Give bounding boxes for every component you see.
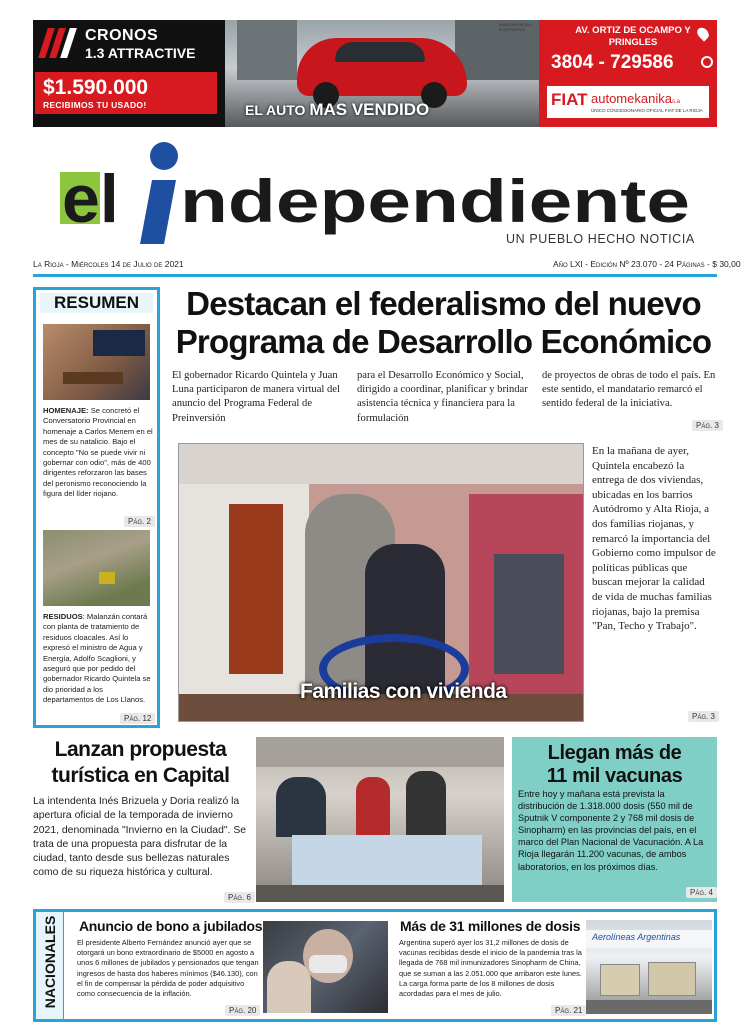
header-rule — [33, 274, 717, 277]
tourism-headline[interactable] — [33, 737, 248, 789]
ad-price: $1.590.000 — [43, 76, 149, 99]
ad-trade: RECIBIMOS TU USADO! — [43, 100, 147, 110]
vaccines-headline — [512, 742, 717, 788]
ad-phone: 3804 - 729586 — [551, 52, 674, 73]
ad-dealer-note: ÚNICO CONCESIONARIO OFICIAL FIAT DE LA RIOJA — [591, 108, 703, 113]
housing-story-text: En la mañana de ayer, Quintela encabezó la entrega de dos viviendas, ubicadas en los barrios Autódromo y Alta Rioja, a dos familias riojanas, y remarcó la importancia del Gobierno como impulsor de políticas públicas que buscan mejorar la calidad de vida de muchas familias riojanas, bajo la premisa "Pan, Techo y Trabajo". — [592, 445, 716, 633]
ad-dealer-logo-box — [547, 86, 709, 118]
masthead[interactable] — [60, 136, 700, 252]
main-page: Pág. 3 — [692, 420, 723, 431]
nacionales-label: NACIONALES — [42, 915, 58, 1009]
main-headline-line-2: Programa de Desarrollo Económico — [175, 323, 712, 360]
tourism-text: La intendenta Inés Brizuela y Doria realizó la apertura oficial de la temporada de invierno 2021, denominada "Invierno en la Ciudad". Se trata de una propuesta para disfrutar de la ciudad, tanto desde sus bellezas naturales como de su riqueza histórica y cultural. — [33, 796, 247, 879]
nacionales-story-2-page: Pág. 21 — [551, 1005, 586, 1016]
president-photo — [263, 921, 388, 1013]
nacionales-story-2-text: Argentina superó ayer los 31,2 millones de dosis de vacunas recibidas desde el inicio de la pandemia tras la llegada de 768 mil inmunizadores Sinopharm de China, que se suman a las 2.051.000 que arribaron este lunes. La carga forma parte de los 8 millones de dosis acordadas para el mes de julio. — [399, 938, 582, 999]
vaccines-box[interactable] — [512, 737, 717, 902]
resumen-item-1: HOMENAJE: Se concretó el Conversatorio Provincial en homenaje a Carlos Menem en el mes de su natalicio. Bajo el concepto "No se puede vivir ni gobernar con odio", más de 400 dirigentes reforzaron las bases del peronismo reconociendo la figura del líder riojano. — [43, 406, 153, 499]
vaccines-page: Pág. 4 — [686, 887, 717, 898]
location-pin-icon — [695, 25, 711, 41]
ad-banner[interactable] — [33, 20, 717, 127]
main-col-3: de proyectos de obras de todo el país. En este sentido, el mandatario remarcó el sentido federal de la iniciativa. — [542, 370, 716, 410]
resumen-item-2: RESIDUOS: Malanzán contará con planta de tratamiento de residuos cloacales. Así lo expresó el ministro de Agua y Energía, Adolfo Scaglioni, y aseguró que por pedido del gobernador Ricardo Quintela se dio prioridad a los departamentos de Los Llanos. — [43, 612, 151, 705]
ad-dealer: automekanikas.a — [591, 91, 680, 106]
housing-photo-caption: Familias con vivienda — [300, 680, 507, 703]
svg-text:ndependiente: ndependiente — [180, 168, 690, 235]
whatsapp-icon — [701, 56, 713, 68]
resumen-photo-2 — [43, 530, 150, 606]
ad-stripes — [39, 28, 83, 58]
plane-text: Aerolíneas Argentinas — [592, 932, 681, 942]
cargo-photo — [586, 920, 712, 1014]
housing-story-page: Pág. 3 — [688, 711, 719, 722]
masthead-tagline: UN PUEBLO HECHO NOTICIA — [506, 232, 695, 246]
resumen-photo-1 — [43, 324, 150, 400]
tourism-headline-line-2: turística en Capital — [51, 764, 230, 787]
tourism-page: Pág. 6 — [224, 892, 255, 903]
nacionales-story-1-page: Pág. 20 — [225, 1005, 260, 1016]
ad-showroom-photo — [225, 20, 539, 127]
nacionales-story-1-text: El presidente Alberto Fernández anunció ayer que se otorgará un bono extraordinario de $5000 en agosto a unos 6 millones de jubilados y pensionados que tengan ingresos de hasta dos haberes mínimos ($46.130), con el fin de compensar la pérdida de poder adquisitivo como consecuencia de la inflación. — [77, 938, 259, 999]
main-col-1: El gobernador Ricardo Quintela y Juan Luna participaron de manera virtual del anuncio del Programa Federal de Preinversión — [172, 370, 340, 424]
ad-model: CRONOS — [85, 27, 159, 44]
ad-price-box — [35, 72, 217, 114]
main-headline-line-1: Destacan el federalismo del nuevo — [186, 285, 701, 322]
ad-address: AV. ORTIZ DE OCAMPO Y PRINGLES — [575, 25, 691, 48]
nacionales-story-1-head: Anuncio de bono a jubilados — [79, 918, 263, 934]
edition-info: Año LXI - Edición Nº 23.070 - 24 Páginas - $ 30,00 — [553, 259, 741, 269]
vaccines-headline-line-1: Llegan más de — [547, 742, 682, 764]
tourism-photo[interactable] — [256, 737, 504, 902]
resumen-item-2-page: Pág. 12 — [120, 713, 155, 724]
resumen-box[interactable] — [33, 287, 160, 728]
ad-photo-note: IMAGEN A MODO ILUSTRATIVO — [499, 22, 532, 32]
main-headline[interactable] — [170, 285, 717, 361]
logo-el: el — [62, 161, 119, 237]
tourism-headline-line-1: Lanzan propuesta — [54, 738, 227, 761]
vaccines-text: Entre hoy y mañana está prevista la distribución de 1.318.000 dosis (550 mil de Sputnik V componente 2 y 768 mil dosis de Sinopharm) en las provincias del país, en el marco del Plan Nacional de Vacunación. A La Rioja llegarán 11.200 vacunas, de ambos laboratorios, en los próximos días. — [518, 789, 704, 872]
ad-brand: FIAT — [551, 90, 588, 109]
nacionales-story-2-head: Más de 31 millones de dosis — [400, 918, 581, 934]
main-col-2: para el Desarrollo Económico y Social, dirigido a coordinar, planificar y brindar asistencia técnica y financiera para la formulación — [357, 370, 528, 424]
nacionales-label-box — [36, 912, 64, 1019]
ad-slogan: EL AUTO MAS VENDIDO — [245, 100, 430, 119]
dateline: La Rioja - Miércoles 14 de Julio de 2021 — [33, 259, 184, 269]
resumen-heading: RESUMEN — [40, 293, 153, 313]
resumen-item-1-page: Pág. 2 — [124, 516, 155, 527]
vaccines-headline-line-2: 11 mil vacunas — [546, 765, 683, 787]
nacionales-box[interactable] — [33, 909, 717, 1022]
ad-dealer-panel — [539, 20, 717, 127]
ad-version: 1.3 ATTRACTIVE — [85, 45, 196, 61]
